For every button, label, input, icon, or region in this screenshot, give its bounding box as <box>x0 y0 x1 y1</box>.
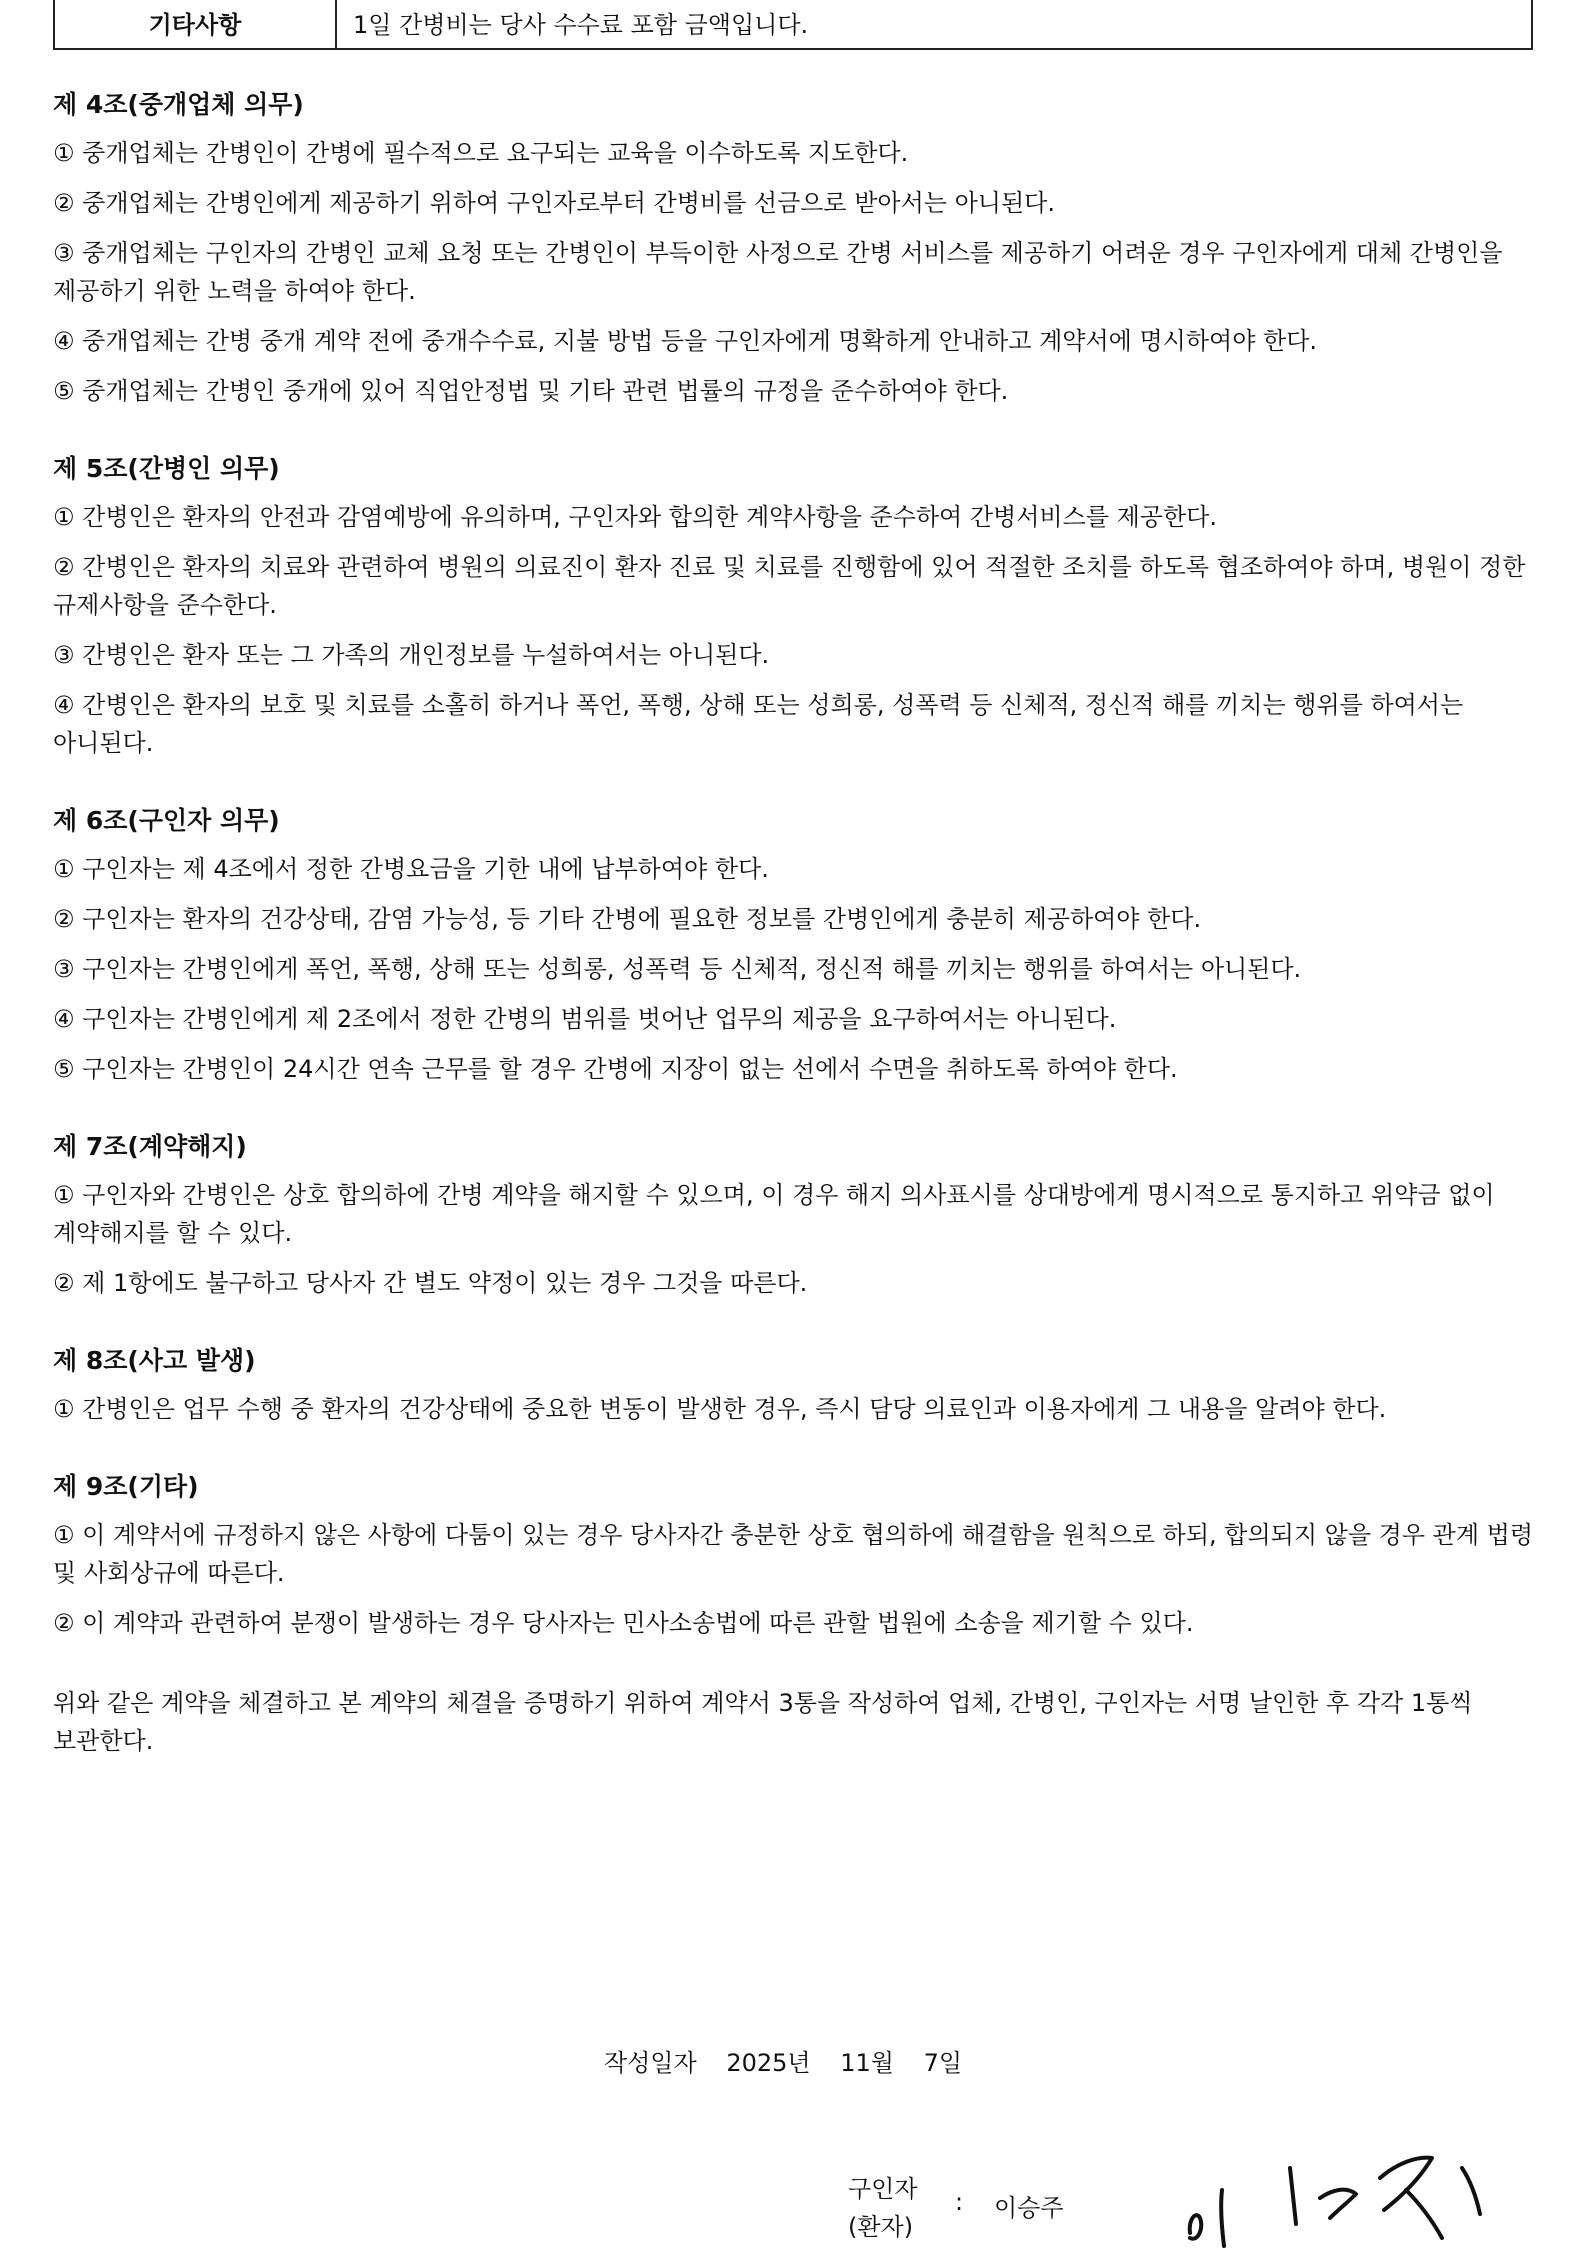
article-clause: ③ 구인자는 간병인에게 폭언, 폭행, 상해 또는 성희롱, 성폭력 등 신체적, 정신적 해를 끼치는 행위를 하여서는 아니된다. <box>53 955 1302 983</box>
date-year: 2025년 <box>726 2049 811 2077</box>
article-clause: ② 제 1항에도 불구하고 당사자 간 별도 약정이 있는 경우 그것을 따른다. <box>53 1269 808 1297</box>
article-clause: ① 중개업체는 간병인이 간병에 필수적으로 요구되는 교육을 이수하도록 지도한다. <box>53 139 909 167</box>
article-title: 제 8조(사고 발생) <box>53 1346 256 1375</box>
article-clause: ④ 간병인은 환자의 보호 및 치료를 소홀히 하거나 폭언, 폭행, 상해 또는 성희롱, 성폭력 등 신체적, 정신적 해를 끼치는 행위를 하여서는 아니된다. <box>53 691 1464 757</box>
handwritten-signature <box>1170 2138 1550 2248</box>
article-title: 제 7조(계약해지) <box>53 1132 247 1161</box>
article-title: 제 6조(구인자 의무) <box>53 806 280 835</box>
article-clause: ① 구인자와 간병인은 상호 합의하에 간병 계약을 해지할 수 있으며, 이 경우 해지 의사표시를 상대방에게 명시적으로 통지하고 위약금 없이 계약해지를 할 수 있다. <box>53 1181 1495 1247</box>
article-6 <box>53 804 1535 1088</box>
article-title: 제 9조(기타) <box>53 1472 199 1501</box>
date-day: 7일 <box>923 2049 963 2077</box>
signer-role <box>848 2170 918 2246</box>
article-title: 제 5조(간병인 의무) <box>53 454 280 483</box>
article-5 <box>53 452 1535 762</box>
article-clause: ⑤ 구인자는 간병인이 24시간 연속 근무를 할 경우 간병에 지장이 없는 선에서 수면을 취하도록 하여야 한다. <box>53 1055 1178 1083</box>
date-written <box>53 2043 1535 2078</box>
article-clause: ② 구인자는 환자의 건강상태, 감염 가능성, 등 기타 간병에 필요한 정보를 간병인에게 충분히 제공하여야 한다. <box>53 905 1202 933</box>
article-7 <box>53 1130 1535 1302</box>
date-month: 11월 <box>840 2049 894 2077</box>
contract-articles <box>53 88 1535 1760</box>
signer-role-line2: (환자) <box>848 2213 914 2241</box>
article-clause: ① 간병인은 환자의 안전과 감염예방에 유의하며, 구인자와 합의한 계약사항을 준수하여 간병서비스를 제공한다. <box>53 503 1217 531</box>
article-clause: ③ 중개업체는 구인자의 간병인 교체 요청 또는 간병인이 부득이한 사정으로 간병 서비스를 제공하기 어려운 경우 구인자에게 대체 간병인을 제공하기 위한 노력을 하여야 한다. <box>53 239 1503 305</box>
article-4 <box>53 88 1535 410</box>
date-label: 작성일자 <box>603 2049 697 2077</box>
remarks-table-cell: 1일 간병비는 당사 수수료 포함 금액입니다. <box>353 10 809 39</box>
article-clause: ④ 구인자는 간병인에게 제 2조에서 정한 간병의 범위를 벗어난 업무의 제공을 요구하여서는 아니된다. <box>53 1005 1117 1033</box>
article-clause: ① 구인자는 제 4조에서 정한 간병요금을 기한 내에 납부하여야 한다. <box>53 855 769 883</box>
article-clause: ① 간병인은 업무 수행 중 환자의 건강상태에 중요한 변동이 발생한 경우, 즉시 담당 의료인과 이용자에게 그 내용을 알려야 한다. <box>53 1395 1387 1423</box>
remarks-table <box>53 0 1533 50</box>
article-9 <box>53 1470 1535 1642</box>
article-8 <box>53 1344 1535 1428</box>
signer-role-line1: 구인자 <box>848 2175 918 2203</box>
closing-statement: 위와 같은 계약을 체결하고 본 계약의 체결을 증명하기 위하여 계약서 3통을 작성하여 업체, 간병인, 구인자는 서명 날인한 후 각각 1통씩 보관한다. <box>53 1689 1473 1755</box>
article-title: 제 4조(중개업체 의무) <box>53 90 304 119</box>
article-clause: ③ 간병인은 환자 또는 그 가족의 개인정보를 누설하여서는 아니된다. <box>53 641 770 669</box>
article-clause: ① 이 계약서에 규정하지 않은 사항에 다툼이 있는 경우 당사자간 충분한 상호 협의하에 해결함을 원칙으로 하되, 합의되지 않을 경우 관계 법령 및 사회상규에 따른다. <box>53 1521 1534 1587</box>
article-clause: ② 이 계약과 관련하여 분쟁이 발생하는 경우 당사자는 민사소송법에 따른 관할 법원에 소송을 제기할 수 있다. <box>53 1609 1194 1637</box>
article-clause: ② 중개업체는 간병인에게 제공하기 위하여 구인자로부터 간병비를 선금으로 받아서는 아니된다. <box>53 189 1055 217</box>
signer-colon: : <box>955 2188 964 2216</box>
article-clause: ⑤ 중개업체는 간병인 중개에 있어 직업안정법 및 기타 관련 법률의 규정을 준수하여야 한다. <box>53 377 1009 405</box>
article-clause: ② 간병인은 환자의 치료와 관련하여 병원의 의료진이 환자 진료 및 치료를 진행함에 있어 적절한 조치를 하도록 협조하여야 하며, 병원이 정한 규제사항을 준수한다. <box>53 553 1526 619</box>
remarks-table-header: 기타사항 <box>55 0 337 48</box>
signer-name: 이승주 <box>994 2194 1064 2222</box>
article-clause: ④ 중개업체는 간병 중개 계약 전에 중개수수료, 지불 방법 등을 구인자에게 명확하게 안내하고 계약서에 명시하여야 한다. <box>53 327 1318 355</box>
